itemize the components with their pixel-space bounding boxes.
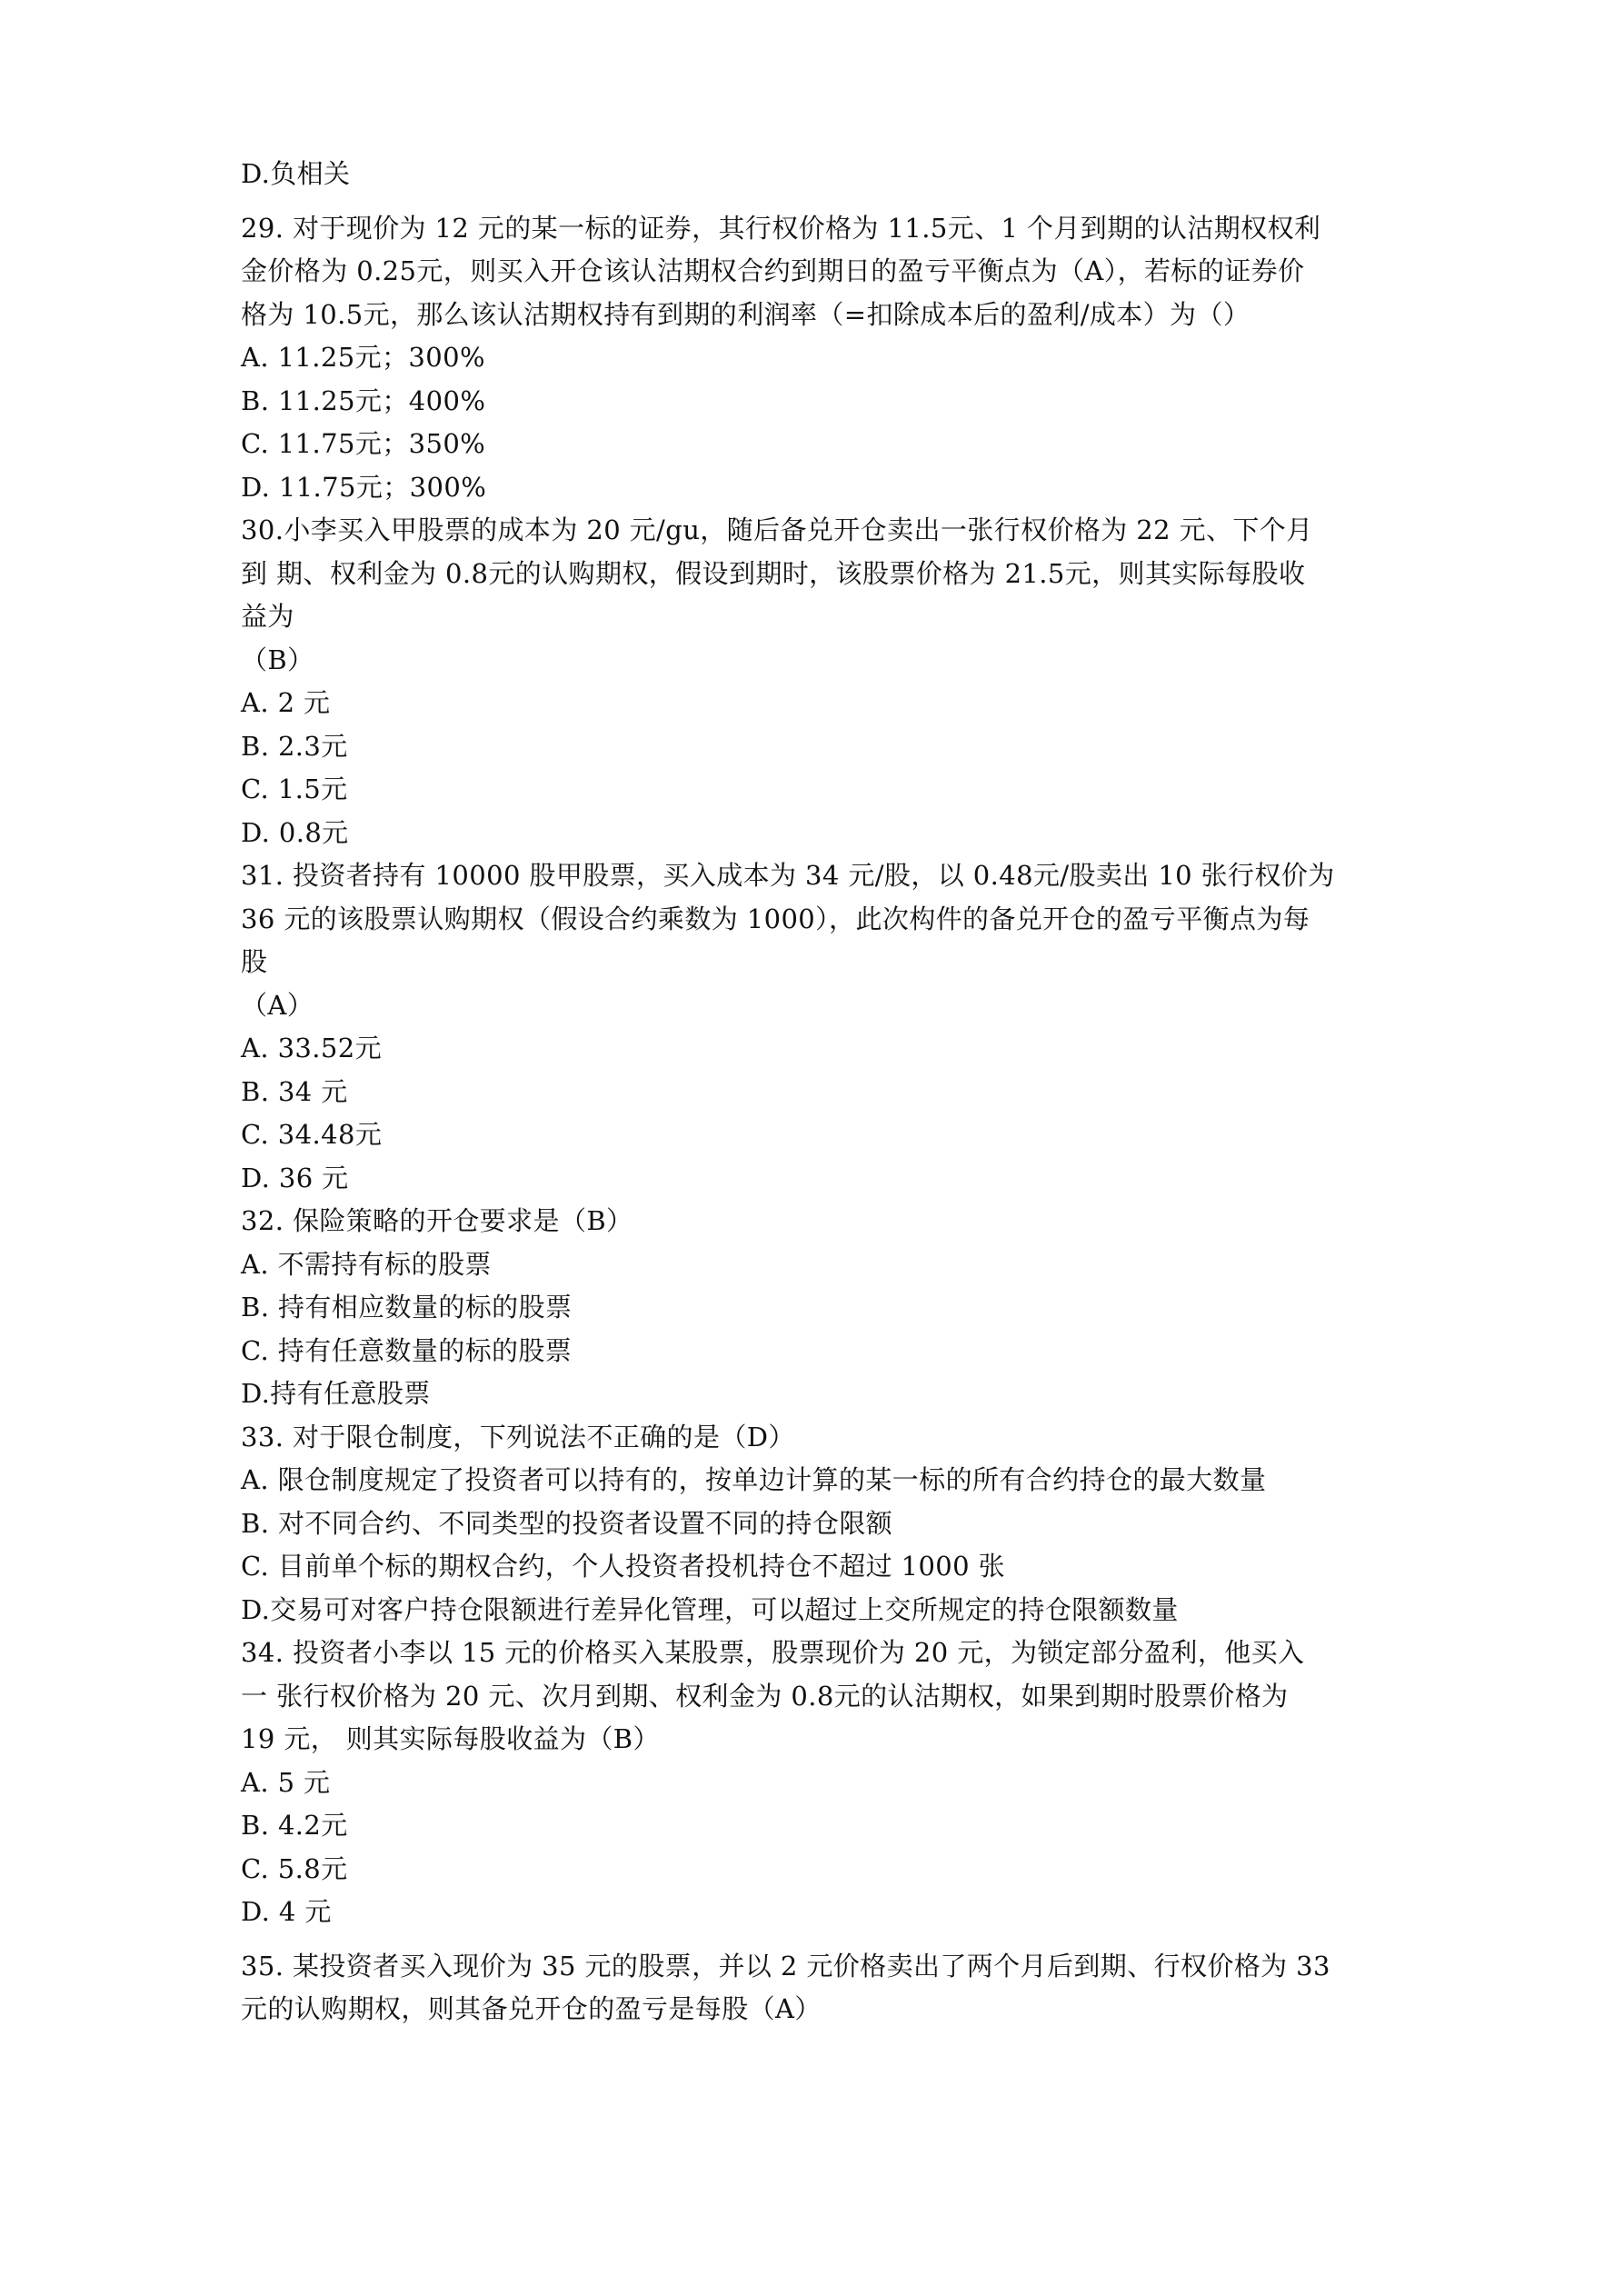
- question-35-line-2: 元的认购期权，则其备兑开仓的盈亏是每股（A）: [241, 1993, 822, 2024]
- option-d: D. 36 元: [241, 1162, 349, 1193]
- option-a: A. 限仓制度规定了投资者可以持有的，按单边计算的某一标的所有合约持仓的最大数量: [241, 1464, 1267, 1495]
- option-c: C. 34.48元: [241, 1119, 383, 1150]
- option-b: B. 11.25元；400%: [241, 384, 486, 416]
- question-32: 32. 保险策略的开仓要求是（B）: [241, 1205, 633, 1236]
- option-b: B. 持有相应数量的标的股票: [241, 1292, 573, 1323]
- option-a: A. 2 元: [241, 687, 331, 718]
- document-page: [241, 153, 1409, 2031]
- option-a: A. 11.25元；300%: [241, 342, 485, 373]
- option-c: C. 目前单个标的期权合约，个人投资者投机持仓不超过 1000 张: [241, 1551, 1006, 1582]
- question-31-line-1: 31. 投资者持有 10000 股甲股票，买入成本为 34 元/股，以 0.48元/股卖出 10 张行权价为: [241, 860, 1335, 891]
- option-c: C. 11.75元；350%: [241, 428, 486, 459]
- option-d: D.持有任意股票: [241, 1378, 431, 1409]
- question-33: 33. 对于限仓制度，下列说法不正确的是（D）: [241, 1421, 795, 1452]
- option-c: C. 5.8元: [241, 1852, 348, 1884]
- option-b: B. 2.3元: [241, 730, 348, 762]
- option-a: A. 不需持有标的股票: [241, 1248, 492, 1280]
- question-31-line-3: 股: [241, 946, 268, 977]
- question-30-line-3: 益为: [241, 601, 294, 632]
- question-34-line-3: 19 元， 则其实际每股收益为（B）: [241, 1723, 660, 1754]
- option-b: B. 34 元: [241, 1075, 348, 1107]
- question-31-line-2: 36 元的该股票认购期权（假设合约乘数为 1000），此次构件的备兑开仓的盈亏平衡点为每: [241, 903, 1310, 934]
- option-c: C. 持有任意数量的标的股票: [241, 1334, 573, 1366]
- question-29-line-1: 29. 对于现价为 12 元的某一标的证券，其行权价格为 11.5元、1 个月到期的认沽期权权利: [241, 212, 1321, 244]
- option-b: B. 对不同合约、不同类型的投资者设置不同的持仓限额: [241, 1507, 893, 1539]
- question-29-line-3: 格为 10.5元，那么该认沽期权持有到期的利润率（=扣除成本后的盈利/成本）为（）: [241, 298, 1250, 330]
- option-a: A. 33.52元: [241, 1033, 383, 1063]
- text-line: D.负相关: [241, 158, 351, 189]
- question-30-line-2: 到 期、权利金为 0.8元的认购期权，假设到期时，该股票价格为 21.5元，则其实际每股收: [241, 557, 1306, 589]
- question-35-line-1: 35. 某投资者买入现价为 35 元的股票，并以 2 元价格卖出了两个月后到期、行权价格为 33: [241, 1950, 1330, 1982]
- option-d: D. 4 元: [241, 1896, 332, 1927]
- option-a: A. 5 元: [241, 1766, 331, 1798]
- question-30-line-1: 30.小李买入甲股票的成本为 20 元/gu，随后备兑开仓卖出一张行权价格为 22 元、下个月: [241, 514, 1313, 545]
- question-34-line-2: 一 张行权价格为 20 元、次月到期、权利金为 0.8元的认沽期权，如果到期时股票价格为: [241, 1680, 1289, 1712]
- option-c: C. 1.5元: [241, 774, 348, 804]
- question-29-line-2: 金价格为 0.25元，则买入开仓该认沽期权合约到期日的盈亏平衡点为（A），若标的证券价: [241, 255, 1305, 286]
- option-d: D.交易可对客户持仓限额进行差异化管理，可以超过上交所规定的持仓限额数量: [241, 1593, 1179, 1625]
- answer-label: （A）: [241, 989, 314, 1021]
- question-34-line-1: 34. 投资者小李以 15 元的价格买入某股票，股票现价为 20 元，为锁定部分盈利，他买入: [241, 1637, 1305, 1668]
- option-b: B. 4.2元: [241, 1810, 348, 1841]
- option-d: D. 11.75元；300%: [241, 471, 487, 503]
- answer-label: （B）: [241, 644, 314, 675]
- option-d: D. 0.8元: [241, 816, 349, 848]
